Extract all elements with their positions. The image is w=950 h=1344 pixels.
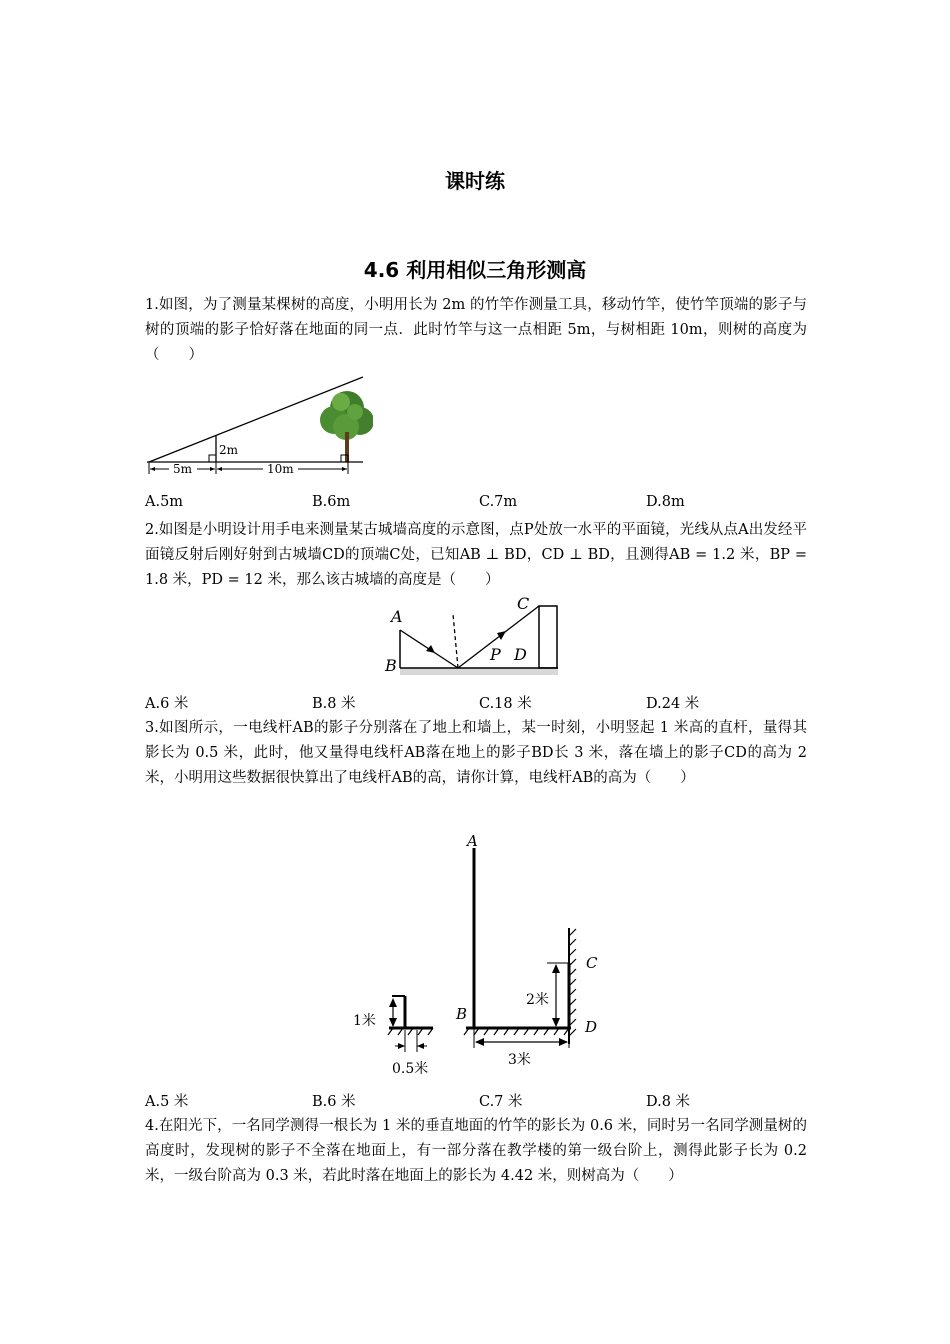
option-b[interactable]: B.6 米 [312,1094,356,1110]
point-b-label: B [456,1005,468,1023]
option-b[interactable]: B.8 米 [312,696,356,712]
point-d-label: D [514,645,527,664]
section-title: 4.6 利用相似三角形测高 [363,258,587,282]
option-d[interactable]: D.8m [646,494,685,510]
question-2-options [145,692,807,714]
point-a-label: A [467,832,478,850]
option-d[interactable]: D.8 米 [646,1094,691,1110]
document-title: 课时练 [445,169,505,193]
pole-height-label: 2m [219,443,239,457]
tree-icon [320,391,373,462]
point-c-label: C [586,954,598,972]
wall-shadow-label: 2米 [526,992,549,1008]
point-a-label: A [391,607,403,626]
question-3-figure [345,828,615,1080]
option-a[interactable]: A.5 米 [145,1094,189,1110]
stick-height-label: 1米 [353,1013,376,1029]
point-b-label: B [385,656,397,675]
stick-shadow-label: 0.5米 [392,1061,429,1077]
question-3-stem: 3.如图所示，一电线杆AB的影子分别落在了地上和墙上，某一时刻，小明竖起 1 米高的直杆，量得其影长为 0.5 米，此时，他又量得电线杆AB落在地上的影子BD长 3 米，落在墙上的影子CD的高为 2 米，小明用这些数据很快算出了电线杆AB的高，请你计算，电线杆AB的高为（ ） [145,720,807,786]
question-1-figure [143,374,373,486]
question-1-stem: 1.如图，为了测量某棵树的高度，小明用长为 2m 的竹竿作测量工具，移动竹竿，使竹竿顶端的影子与树的顶端的影子恰好落在地面的同一点．此时竹竿与这一点相距 5m，与树相距 10m，则树的高度为（ ） [145,297,807,363]
question-1-options [145,494,807,516]
option-a[interactable]: A.6 米 [145,696,189,712]
option-c[interactable]: C.7 米 [479,1094,523,1110]
option-b[interactable]: B.6m [312,494,351,510]
option-d[interactable]: D.24 米 [646,696,700,712]
distance-10m-label: 10m [267,462,294,476]
option-c[interactable]: C.18 米 [479,696,532,712]
point-d-label: D [585,1018,598,1036]
distance-5m-label: 5m [173,462,193,476]
option-c[interactable]: C.7m [479,494,518,510]
option-a[interactable]: A.5m [145,494,184,510]
question-4-stem: 4.在阳光下，一名同学测得一根长为 1 米的垂直地面的竹竿的影长为 0.6 米，同时另一名同学测量树的高度时，发现树的影子不全落在地面上，有一部分落在教学楼的第一级台阶上，测得此影子长为 0.2 米，一级台阶高为 0.3 米，若此时落在地面上的影长为 4.42 米，则树高为（ ） [145,1118,807,1184]
question-3-options [145,1090,807,1112]
question-2-stem: 2.如图是小明设计用手电来测量某古城墙高度的示意图，点P处放一水平的平面镜，光线从点A出发经平面镜反射后刚好射到古城墙CD的顶端C处，已知AB ⊥ BD，CD ⊥ BD，且测得AB = 1.2 米，BP = 1.8 米，PD = 12 米，那么该古城墙的高度是（ ） [145,522,807,588]
question-2-figure [380,590,564,682]
ground-shadow-label: 3米 [508,1052,531,1068]
point-p-label: P [490,645,501,664]
point-c-label: C [517,594,530,613]
